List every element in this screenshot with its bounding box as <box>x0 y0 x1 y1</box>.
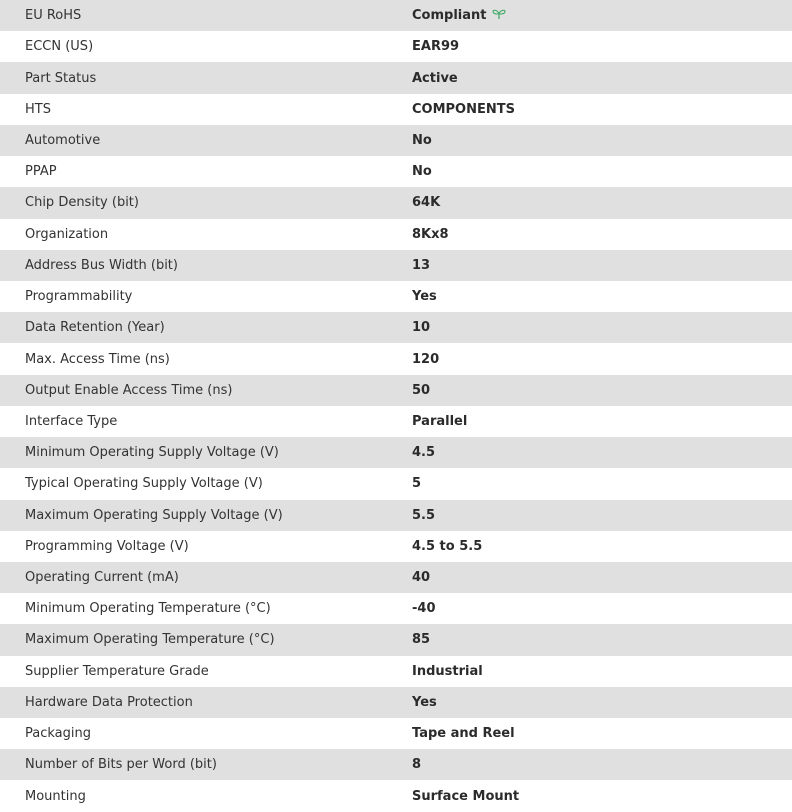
spec-row-programming-voltage <box>0 531 792 562</box>
spec-row-max-access-time <box>0 343 792 374</box>
spec-row-hardware-data-protection <box>0 687 792 718</box>
spec-row-programmability <box>0 281 792 312</box>
spec-label: Interface Type <box>25 413 118 429</box>
spec-label: Max. Access Time (ns) <box>25 351 170 367</box>
spec-value: 64K <box>412 195 441 211</box>
spec-label: Typical Operating Supply Voltage (V) <box>25 476 263 492</box>
spec-value: 5.5 <box>412 507 436 523</box>
spec-value: Industrial <box>412 663 483 679</box>
spec-label: HTS <box>25 101 51 117</box>
spec-value: COMPONENTS <box>412 101 515 117</box>
spec-value: Compliant <box>412 8 487 24</box>
spec-value: 8Kx8 <box>412 226 449 242</box>
spec-value-cell <box>412 0 792 31</box>
spec-row-eccn <box>0 31 792 62</box>
spec-label: Supplier Temperature Grade <box>25 663 209 679</box>
spec-row-mounting <box>0 780 792 811</box>
spec-label: Maximum Operating Temperature (°C) <box>25 632 275 648</box>
spec-value: 85 <box>412 632 431 648</box>
spec-row-supplier-temp-grade <box>0 656 792 687</box>
spec-value: -40 <box>412 601 436 617</box>
spec-row-eu-rohs <box>0 0 792 31</box>
spec-row-output-enable-access-time <box>0 375 792 406</box>
spec-row-max-operating-temp <box>0 624 792 655</box>
spec-value: 13 <box>412 257 431 273</box>
spec-value: Active <box>412 70 458 86</box>
spec-label: Packaging <box>25 726 91 742</box>
spec-value: 50 <box>412 382 431 398</box>
spec-label: PPAP <box>25 164 57 180</box>
spec-label: Hardware Data Protection <box>25 694 193 710</box>
spec-row-operating-current <box>0 562 792 593</box>
spec-value: 4.5 <box>412 445 436 461</box>
spec-value: No <box>412 132 432 148</box>
spec-label: Programming Voltage (V) <box>25 538 189 554</box>
spec-row-max-supply-voltage <box>0 500 792 531</box>
spec-value: Yes <box>412 694 437 710</box>
spec-value: 40 <box>412 570 431 586</box>
spec-row-address-bus-width <box>0 250 792 281</box>
leaf-icon <box>492 8 506 20</box>
spec-row-typ-supply-voltage <box>0 468 792 499</box>
spec-label: EU RoHS <box>25 8 82 24</box>
spec-value: Surface Mount <box>412 788 520 804</box>
spec-row-part-status <box>0 62 792 93</box>
spec-value: Yes <box>412 289 437 305</box>
spec-value: 120 <box>412 351 440 367</box>
spec-label: Data Retention (Year) <box>25 320 165 336</box>
spec-value: Parallel <box>412 413 468 429</box>
spec-value: Tape and Reel <box>412 726 515 742</box>
spec-label: Part Status <box>25 70 97 86</box>
spec-value: 5 <box>412 476 422 492</box>
spec-label: Chip Density (bit) <box>25 195 139 211</box>
spec-row-interface-type <box>0 406 792 437</box>
spec-label: ECCN (US) <box>25 39 94 55</box>
spec-row-organization <box>0 219 792 250</box>
spec-row-hts <box>0 94 792 125</box>
spec-label: Programmability <box>25 289 133 305</box>
spec-label: Number of Bits per Word (bit) <box>25 757 217 773</box>
spec-row-automotive <box>0 125 792 156</box>
spec-label: Operating Current (mA) <box>25 570 179 586</box>
spec-row-chip-density <box>0 187 792 218</box>
spec-value: 8 <box>412 757 422 773</box>
spec-label: Mounting <box>25 788 86 804</box>
spec-row-bits-per-word <box>0 749 792 780</box>
spec-label: Minimum Operating Temperature (°C) <box>25 601 271 617</box>
spec-value: 10 <box>412 320 431 336</box>
spec-row-ppap <box>0 156 792 187</box>
spec-value: 4.5 to 5.5 <box>412 538 483 554</box>
spec-label: Organization <box>25 226 109 242</box>
spec-label: Maximum Operating Supply Voltage (V) <box>25 507 283 523</box>
spec-row-data-retention <box>0 312 792 343</box>
spec-label: Automotive <box>25 132 101 148</box>
spec-label: Output Enable Access Time (ns) <box>25 382 233 398</box>
spec-row-min-supply-voltage <box>0 437 792 468</box>
spec-label: Minimum Operating Supply Voltage (V) <box>25 445 279 461</box>
spec-label: Address Bus Width (bit) <box>25 257 178 273</box>
spec-value: No <box>412 164 432 180</box>
spec-value: EAR99 <box>412 39 460 55</box>
spec-row-packaging <box>0 718 792 749</box>
spec-row-min-operating-temp <box>0 593 792 624</box>
